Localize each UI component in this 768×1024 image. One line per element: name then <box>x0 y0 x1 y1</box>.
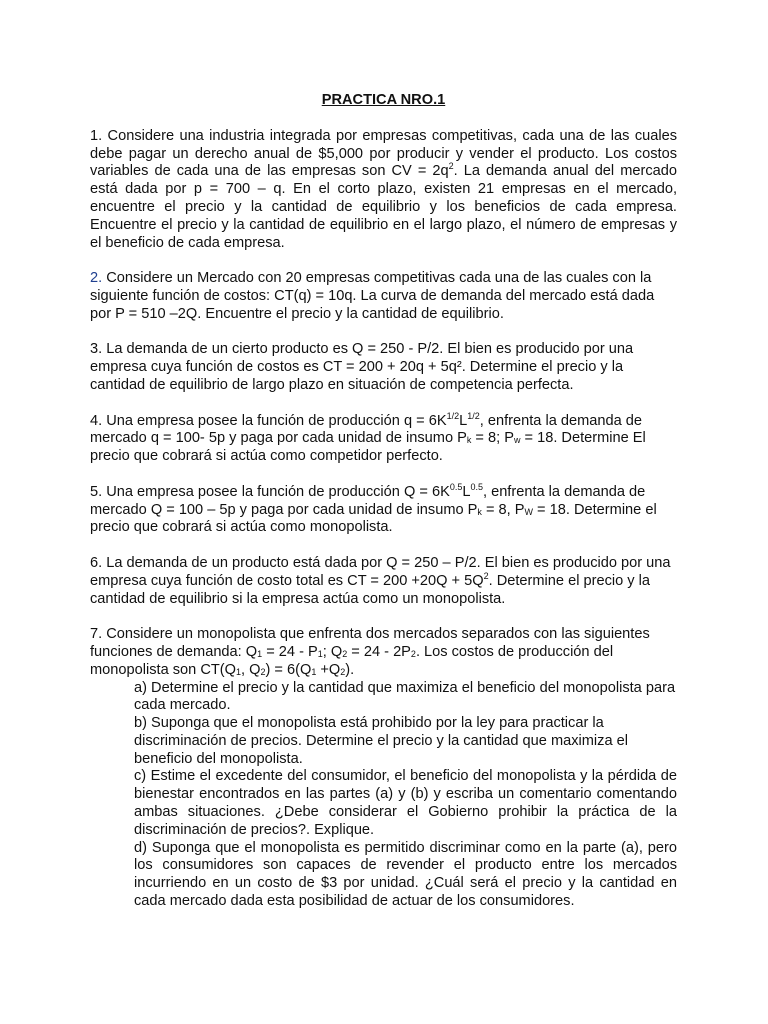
problem-5-text-b: L <box>462 483 471 500</box>
problem-1 <box>90 128 677 253</box>
problem-7-subparts <box>134 680 677 911</box>
problem-4-exp-l: 1/2 <box>467 410 480 421</box>
problem-7-text-h: +Q <box>316 661 341 678</box>
problem-4-text-e: = 18. Determine El precio que cobrará si actúa como competidor perfecto. <box>90 430 646 465</box>
problem-7-text-d: = 24 - 2P <box>347 643 411 660</box>
problem-7-part-b: b) Suponga que el monopolista está prohibido por la ley para practicar la discriminación de precios. Determine el precio y la cantidad que maximiza el beneficio del monopolista. <box>134 715 628 767</box>
problem-6 <box>90 555 677 608</box>
problem-7 <box>90 626 677 911</box>
problem-7-text-b: = 24 - P <box>262 643 318 660</box>
problem-7-sub: 1 <box>317 648 323 659</box>
problem-7-part-d: d) Suponga que el monopolista es permitido discriminar como en la parte (a), pero los consumidores son capaces de revender el producto entre los mercados incurriendo en un costo de $3 por unidad. ¿Cuál será el precio y la cantidad en cada mercado dada esta posibilidad de actuar de los consumidores. <box>134 839 677 910</box>
problem-2-number: 2. <box>90 270 103 287</box>
problem-7-text-g: ) = 6(Q <box>265 661 312 678</box>
problem-5 <box>90 481 677 537</box>
problem-7-intro <box>90 626 677 679</box>
problem-6-text-a: 6. La demanda de un producto está dada por Q = 250 – P/2. El bien es producido por una empresa cuya función de costo total es CT = 200 +20Q + 5Q <box>90 554 671 589</box>
problem-4-text-d: = 8; P <box>471 430 514 447</box>
problem-4-text-c: , enfrenta la demanda de mercado q = 100- 5p y paga por cada unidad de insumo P <box>90 412 643 447</box>
problem-2-text: Considere un Mercado con 20 empresas competitivas cada una de las cuales con la siguiente función de costos: CT(q) = 10q. La curva de demanda del mercado está dada por P = 510 –2Q. Encuentre el precio y la cantidad de equilibrio. <box>90 270 655 322</box>
page-title: PRACTICA NRO.1 <box>321 92 446 108</box>
problem-5-sub-w: W <box>524 506 533 517</box>
problem-7-text-f: , Q <box>241 661 261 678</box>
problem-6-exponent: 2 <box>483 570 489 581</box>
problem-7-sub: 2 <box>260 666 266 677</box>
problem-7-text-a: 7. Considere un monopolista que enfrenta dos mercados separados con las siguientes funciones de demanda: Q <box>90 626 650 660</box>
problem-7-sub: 2 <box>342 648 348 659</box>
document-page <box>90 92 677 929</box>
problem-1-text-a: 1. Considere una industria integrada por empresas competitivas, cada una de las cuales debe pagar un derecho anual de $5,000 por producir y vender el producto. Los costos variables de cada una de las empresas son CV = 2q <box>90 127 677 180</box>
problem-7-text-e: . Los costos de producción del monopolista son CT(Q <box>90 643 614 678</box>
problem-2 <box>90 270 677 323</box>
problem-5-text-e: = 18. Determine el precio que cobrará si actúa como monopolista. <box>90 501 657 536</box>
problem-4-sub-w: w <box>513 435 521 446</box>
problem-7-sub: 1 <box>257 648 263 659</box>
problem-7-sub: 1 <box>311 666 317 677</box>
problem-5-exp-l: 0.5 <box>470 481 483 492</box>
problem-7-sub: 2 <box>410 648 416 659</box>
problem-7-text-c: ; Q <box>322 643 343 660</box>
problem-5-text-d: = 8, P <box>481 501 525 518</box>
problem-4-text-a: 4. Una empresa posee la función de producción q = 6K <box>90 412 447 429</box>
problem-4 <box>90 410 677 466</box>
problem-7-sub: 2 <box>340 666 346 677</box>
problem-7-sub: 1 <box>236 666 242 677</box>
problem-5-text-a: 5. Una empresa posee la función de producción Q = 6K <box>90 483 450 500</box>
problem-7-text-i: ). <box>345 661 355 678</box>
problem-6-text-b: . Determine el precio y la cantidad de equilibrio si la empresa actúa como un monopolista. <box>90 572 651 607</box>
problem-5-sub-k: k <box>477 506 482 517</box>
problem-1-text-b: . La demanda anual del mercado está dada por p = 700 – q. En el corto plazo, existen 21 empresas en el mercado, encuentre el precio y la cantidad de equilibrio y los beneficios de cada empresa. Encuentre el precio y la cantidad de equilibrio en el largo plazo, el número de empresas y el beneficio de cada empresa. <box>90 163 677 251</box>
problem-1-exponent: 2 <box>448 161 454 172</box>
problem-5-text-c: , enfrenta la demanda de mercado Q = 100 – 5p y paga por cada unidad de insumo P <box>90 483 646 518</box>
problem-3: 3. La demanda de un cierto producto es Q = 250 - P/2. El bien es producido por una empresa cuya función de costos es CT = 200 + 20q + 5q². Determine el precio y la cantidad de equilibrio de largo plazo en situación de competencia perfecta. <box>90 341 634 393</box>
problem-7-part-a: a) Determine el precio y la cantidad que maximiza el beneficio del monopolista para cada mercado. <box>134 679 676 714</box>
problem-4-exp-k: 1/2 <box>446 410 460 421</box>
problem-4-text-b: L <box>459 412 468 429</box>
problem-4-sub-k: k <box>466 435 472 446</box>
problem-5-exp-k: 0.5 <box>449 481 463 492</box>
problem-7-part-c: c) Estime el excedente del consumidor, el beneficio del monopolista y la pérdida de bienestar encontrados en las partes (a) y (b) y escriba un comentario comentando ambas situaciones. ¿Debe considerar el Gobierno prohibir la práctica de la discriminación de precios?. Explique. <box>134 768 677 838</box>
